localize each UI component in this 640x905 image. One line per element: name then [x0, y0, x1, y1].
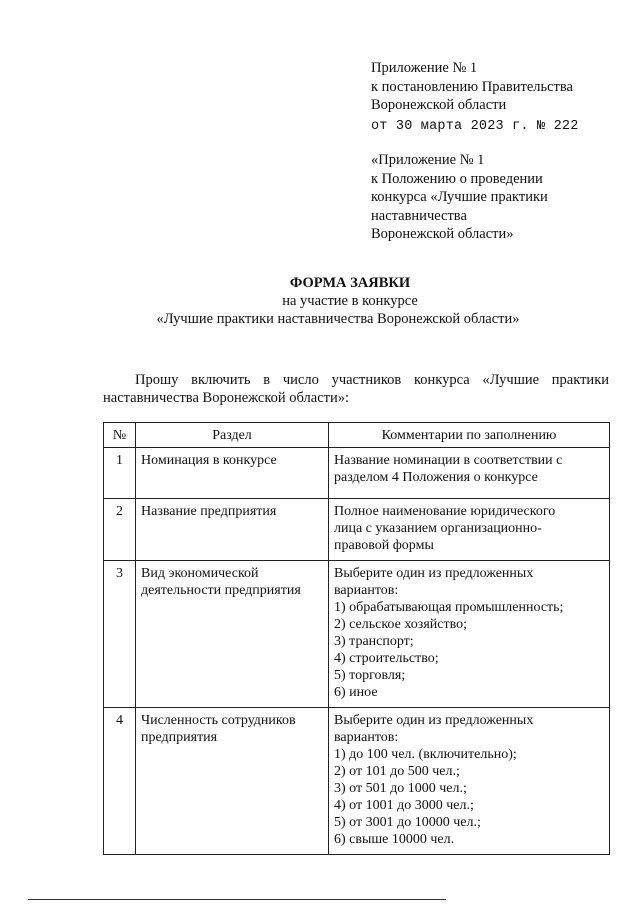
regulation-line-2: к Положению о проведении [371, 170, 543, 187]
row-number: 2 [104, 499, 136, 561]
table-header-row [104, 423, 610, 448]
comment-option: 4) от 1001 до 3000 чел.; [334, 798, 474, 813]
comment-line: правовой формы [334, 538, 434, 553]
comment-line: вариантов: [334, 730, 399, 745]
comment-line: Название номинации в соответствии с [334, 453, 563, 468]
comment-line: разделом 4 Положения о конкурсе [334, 470, 538, 485]
appendix-line-3: Воронежской области [371, 97, 507, 113]
row-section [136, 499, 329, 561]
appendix-header [371, 59, 611, 136]
comment-line: Выберите один из предложенных [334, 713, 534, 728]
comment-option: 5) торговля; [334, 668, 406, 683]
application-form-table [103, 422, 610, 855]
table-row [104, 561, 610, 708]
form-title-sub-1: на участие в конкурсе [282, 293, 418, 309]
row-comment [329, 499, 610, 561]
comment-option: 5) от 3001 до 10000 чел.; [334, 815, 481, 830]
comment-option: 2) от 101 до 500 чел.; [334, 764, 460, 779]
resolution-date-stamp: от 30 марта 2023 г. № 222 [371, 118, 579, 134]
row-number: 1 [104, 448, 136, 499]
comment-option: 3) от 501 до 1000 чел.; [334, 781, 467, 796]
row-number: 3 [104, 561, 136, 708]
row-section [136, 708, 329, 855]
regulation-line-4: наставничества [371, 207, 467, 224]
comment-line: вариантов: [334, 583, 399, 598]
regulation-line-5: Воронежской области» [371, 226, 514, 242]
comment-line: Полное наименование юридического [334, 504, 556, 519]
comment-option: 3) транспорт; [334, 634, 414, 649]
footer-rule [28, 899, 446, 900]
comment-option: 2) сельское хозяйство; [334, 617, 467, 632]
comment-option: 4) строительство; [334, 651, 439, 666]
header-comment: Комментарии по заполнению [329, 423, 610, 448]
regulation-line-3: конкурса «Лучшие практики [371, 189, 548, 205]
row-comment [329, 708, 610, 855]
comment-line: лица с указанием организационно- [334, 521, 542, 536]
appendix-line-2: к постановлению Правительства [371, 78, 573, 95]
section-line: предприятия [141, 730, 218, 745]
section-line: Вид экономической [141, 566, 259, 581]
row-comment [329, 448, 610, 499]
comment-option: 6) иное [334, 685, 378, 700]
appendix-line-1: Приложение № 1 [371, 60, 478, 76]
section-line: Название предприятия [141, 504, 277, 519]
form-title-main: ФОРМА ЗАЯВКИ [289, 275, 411, 291]
table-row [104, 448, 610, 499]
header-number: № [104, 423, 136, 448]
comment-option: 1) до 100 чел. (включительно); [334, 747, 517, 762]
row-section [136, 561, 329, 708]
intro-paragraph: Прошу включить в число участников конкурса «Лучшие практики наставничества Воронежской области»: [103, 372, 609, 406]
comment-option: 6) свыше 10000 чел. [334, 832, 455, 847]
regulation-appendix-header [371, 151, 611, 244]
table-row [104, 708, 610, 855]
section-line: Численность сотрудников [141, 713, 296, 728]
section-line: деятельности предприятия [141, 583, 301, 598]
row-comment [329, 561, 610, 708]
row-section [136, 448, 329, 499]
comment-option: 1) обрабатывающая промышленность; [334, 600, 564, 615]
row-number: 4 [104, 708, 136, 855]
header-section: Раздел [136, 423, 329, 448]
comment-line: Выберите один из предложенных [334, 566, 534, 581]
form-title-sub-2: «Лучшие практики наставничества Воронежской области» [156, 311, 520, 327]
form-title [0, 274, 640, 328]
table-row [104, 499, 610, 561]
regulation-line-1: «Приложение № 1 [371, 152, 485, 168]
section-line: Номинация в конкурсе [141, 453, 277, 468]
